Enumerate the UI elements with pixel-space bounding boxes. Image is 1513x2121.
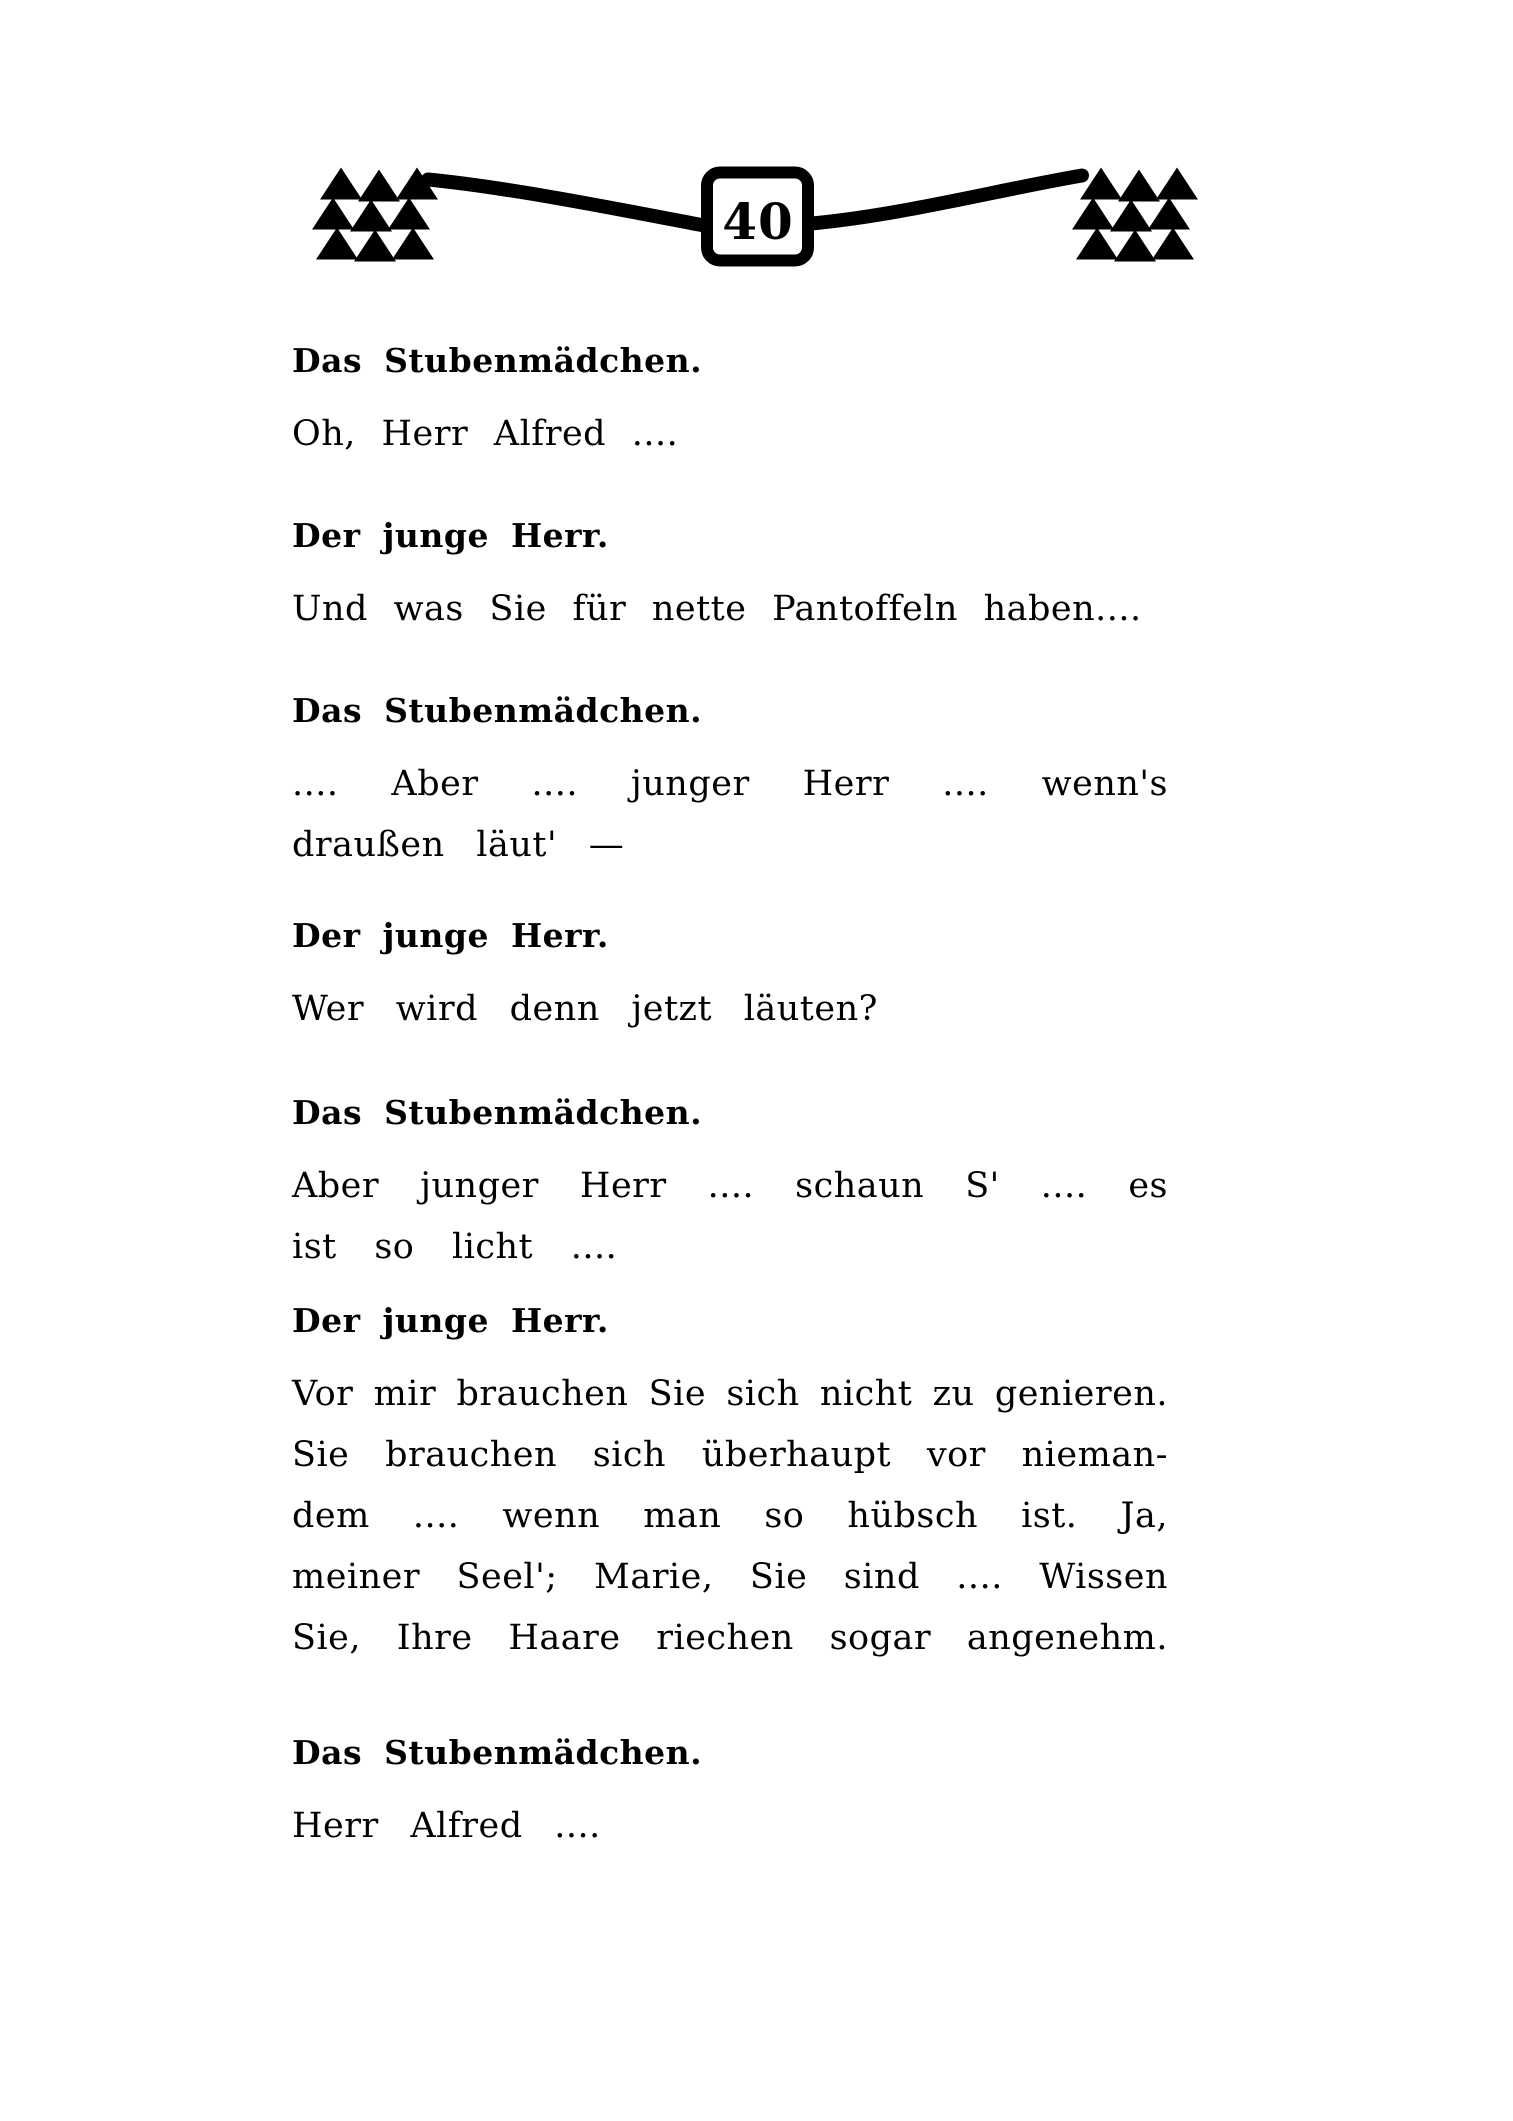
dialogue-block [292, 915, 1168, 1040]
dialogue-block [292, 340, 1168, 465]
dialogue-line: .... Aber .... junger Herr .... wenn's [292, 764, 1168, 804]
speaker-heading: Der junge Herr. [292, 516, 609, 555]
dialogue-block [292, 690, 1168, 876]
right-triangle-cluster-icon [1072, 168, 1198, 262]
speaker-heading: Das Stubenmädchen. [292, 691, 703, 730]
speaker-heading: Der junge Herr. [292, 1301, 609, 1340]
speaker-heading: Das Stubenmädchen. [292, 341, 703, 380]
page-header-ornament [300, 158, 1210, 276]
speaker-heading: Das Stubenmädchen. [292, 1733, 703, 1772]
dialogue-line: Sie, Ihre Haare riechen sogar angenehm. [292, 1618, 1168, 1658]
dialogue-line: dem .... wenn man so hübsch ist. Ja, [292, 1496, 1168, 1536]
dialogue-line: Aber junger Herr .... schaun S' .... es [292, 1166, 1168, 1206]
speaker-heading: Der junge Herr. [292, 916, 609, 955]
right-rule [811, 176, 1082, 224]
speaker-heading: Das Stubenmädchen. [292, 1093, 703, 1132]
dialogue-line: meiner Seel'; Marie, Sie sind .... Wissen [292, 1557, 1168, 1597]
dialogue-line: Und was Sie für nette Pantoffeln haben.... [292, 589, 1142, 629]
dialogue-line: Vor mir brauchen Sie sich nicht zu genieren. [292, 1374, 1168, 1414]
dialogue-line: ist so licht .... [292, 1227, 618, 1267]
dialogue-block [292, 1732, 1168, 1857]
left-triangle-cluster-icon [312, 168, 438, 262]
dialogue-line: Wer wird denn jetzt läuten? [292, 989, 878, 1029]
dialogue-line: draußen läut' — [292, 825, 625, 865]
dialogue-line: Oh, Herr Alfred .... [292, 414, 679, 454]
left-rule [428, 180, 704, 226]
dialogue-line: Herr Alfred .... [292, 1806, 601, 1846]
dialogue-block [292, 1300, 1168, 1669]
dialogue-block [292, 1092, 1168, 1278]
page-number: 40 [722, 191, 794, 251]
dialogue-block [292, 515, 1168, 640]
dialogue-line: Sie brauchen sich überhaupt vor nieman- [292, 1435, 1168, 1475]
